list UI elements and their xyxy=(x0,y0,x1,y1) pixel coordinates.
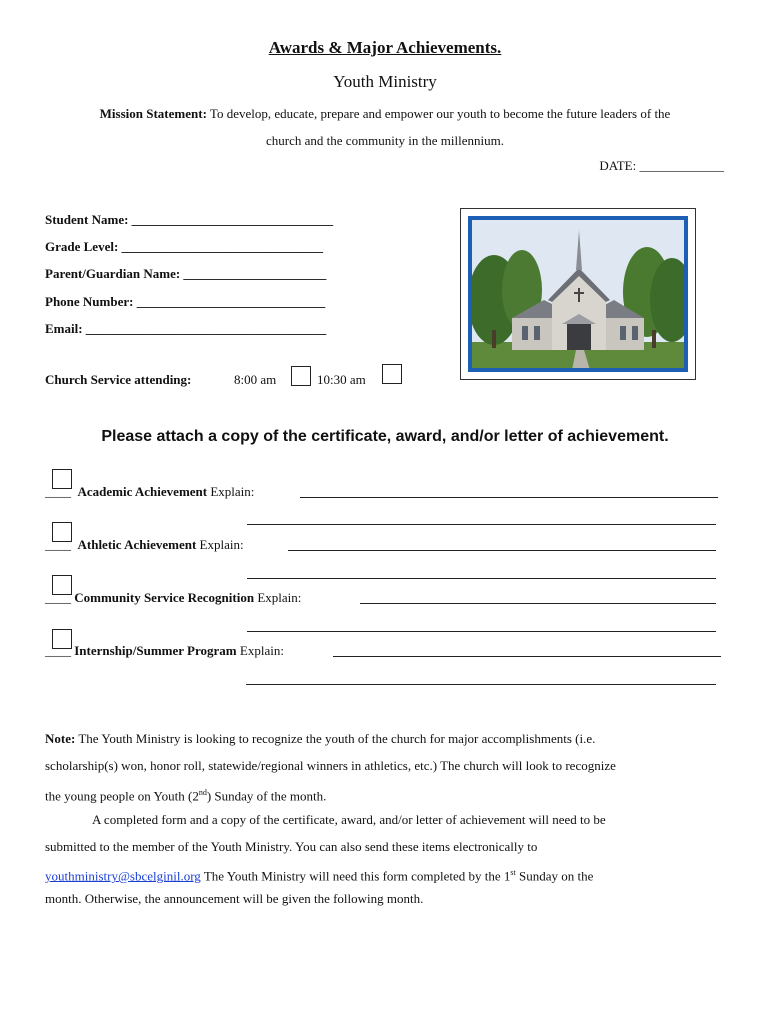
email-field[interactable]: Email: _____________________________________ xyxy=(45,321,327,336)
athletic-achievement-row xyxy=(45,537,244,553)
community-explain-line-2[interactable] xyxy=(247,631,716,632)
academic-explain-line-2[interactable] xyxy=(247,524,716,525)
community-explain-line-1[interactable] xyxy=(360,603,716,604)
note-text-3a: the young people on Youth (2 xyxy=(45,788,199,804)
mission-text-line-1: To develop, educate, prepare and empower our youth to become the future leaders of the xyxy=(209,106,671,121)
mission-text-line-2: church and the community in the millennium. xyxy=(266,133,504,148)
athletic-explain-line-1[interactable] xyxy=(288,550,716,551)
note-line-7: month. Otherwise, the announcement will be given the following month. xyxy=(45,891,424,906)
athletic-blank: ____ xyxy=(45,537,71,552)
internship-label: Internship/Summer Program xyxy=(74,643,237,658)
page-subtitle: Youth Ministry xyxy=(333,72,437,91)
date-field[interactable]: DATE: _____________ xyxy=(599,158,724,173)
mission-statement xyxy=(0,106,770,122)
note-text-6b: Sunday on the xyxy=(515,868,594,884)
church-illustration xyxy=(472,220,686,370)
note-line-1 xyxy=(45,725,595,752)
internship-blank: ____ xyxy=(45,643,71,658)
note-label: Note: xyxy=(45,731,76,746)
service-option-1030am-label: 10:30 am xyxy=(317,372,366,387)
mission-label: Mission Statement: xyxy=(99,106,207,121)
community-explain-label: Explain: xyxy=(257,590,302,605)
internship-explain-label: Explain: xyxy=(239,643,284,658)
note-sup-nd: nd xyxy=(198,788,207,797)
parent-guardian-name-field[interactable]: Parent/Guardian Name: ______________________ xyxy=(45,266,327,281)
academic-blank: ____ xyxy=(45,484,71,499)
athletic-explain-label: Explain: xyxy=(199,537,244,552)
service-option-8am-label: 8:00 am xyxy=(234,372,277,387)
internship-explain-line-2[interactable] xyxy=(246,684,716,685)
church-service-row xyxy=(45,372,191,388)
note-line-2: scholarship(s) won, honor roll, statewide/regional winners in athletics, etc.) The church will look to recognize xyxy=(45,758,616,773)
grade-level-field[interactable]: Grade Level: _______________________________ xyxy=(45,239,324,254)
community-blank: ____ xyxy=(45,590,71,605)
community-service-label: Community Service Recognition xyxy=(74,590,255,605)
note-sup-st: st xyxy=(510,868,516,877)
church-photo-image xyxy=(468,216,688,372)
church-photo xyxy=(460,208,696,380)
church-service-label: Church Service attending: xyxy=(45,372,192,387)
note-line-3 xyxy=(45,779,326,809)
attach-instruction: Please attach a copy of the certificate, award, and/or letter of achievement. xyxy=(101,428,669,445)
note-text-1: The Youth Ministry is looking to recognize the youth of the church for major accomplishments (i.e. xyxy=(78,731,596,746)
service-8am-checkbox[interactable] xyxy=(291,366,311,386)
note-line-5: submitted to the member of the Youth Ministry. You can also send these items electronically to xyxy=(45,839,538,854)
page-title: Awards & Major Achievements. xyxy=(268,38,502,57)
student-name-field[interactable]: Student Name: _______________________________ xyxy=(45,212,334,227)
note-line-4: A completed form and a copy of the certificate, award, and/or letter of achievement will need to be xyxy=(92,812,606,827)
note-text-6a: The Youth Ministry will need this form completed by the 1 xyxy=(200,868,511,884)
athletic-explain-line-2[interactable] xyxy=(247,578,716,579)
academic-explain-label: Explain: xyxy=(210,484,255,499)
service-1030am-checkbox[interactable] xyxy=(382,364,402,384)
youth-ministry-email-link[interactable]: youthministry@sbcelginil.org xyxy=(45,868,201,884)
note-text-3b: ) Sunday of the month. xyxy=(206,788,327,804)
academic-explain-line-1[interactable] xyxy=(300,497,718,498)
academic-achievement-label: Academic Achievement xyxy=(77,484,208,499)
athletic-achievement-label: Athletic Achievement xyxy=(77,537,197,552)
phone-number-field[interactable]: Phone Number: _____________________________ xyxy=(45,294,326,309)
community-service-row xyxy=(45,590,301,606)
academic-achievement-row xyxy=(45,484,254,500)
internship-row xyxy=(45,643,284,659)
internship-explain-line-1[interactable] xyxy=(333,656,721,657)
